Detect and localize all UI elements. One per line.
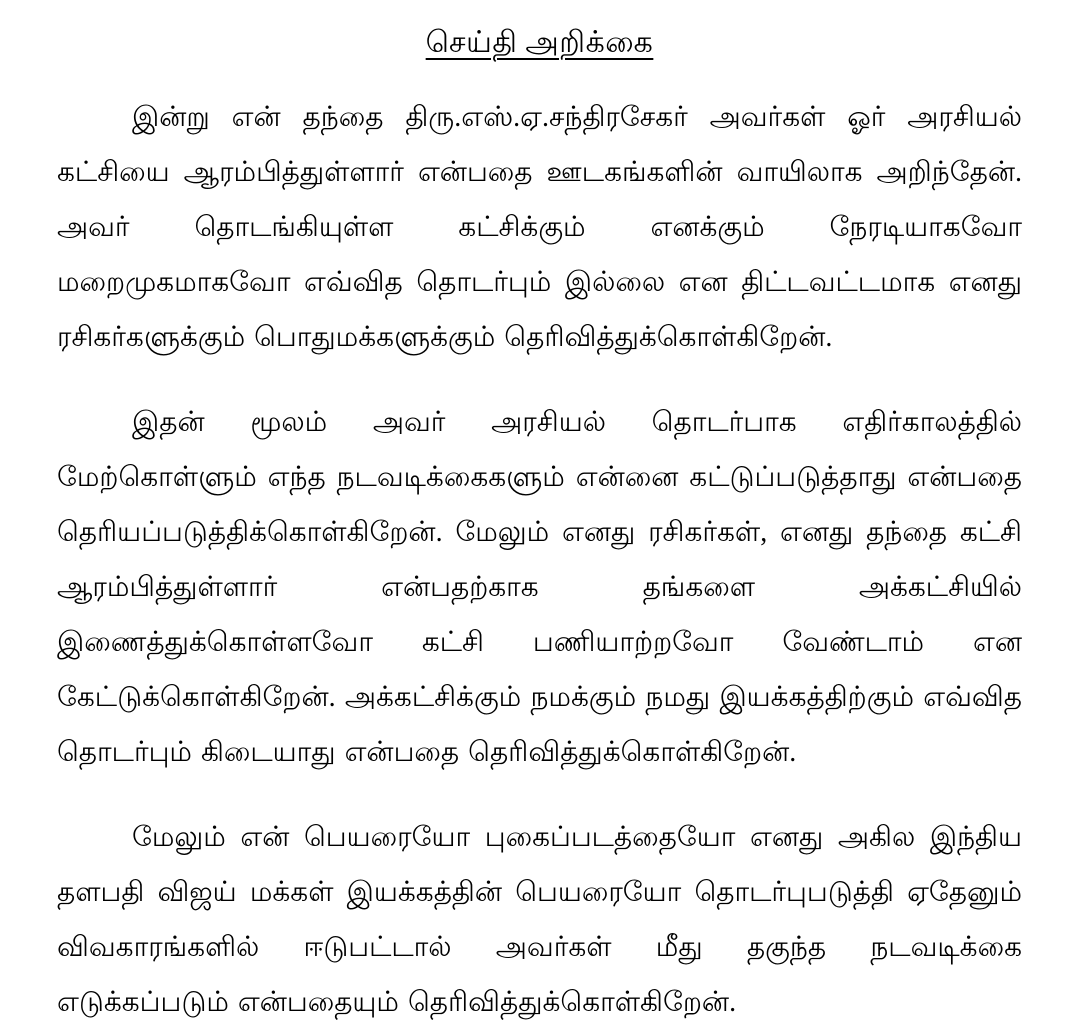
document-title: செய்தி அறிக்கை [425, 26, 654, 59]
paragraph-2: இதன் மூலம் அவர் அரசியல் தொடர்பாக எதிர்காலத்தில் மேற்கொள்ளும் எந்த நடவடிக்கைகளும் என்னை கட்டுப்படுத்தாது என்பதை தெரியப்படுத்திக்கொள்கிறேன். மேலும் எனது ரசிகர்கள், எனது தந்தை கட்சி ஆரம்பித்துள்ளார் என்பதற்காக தங்களை அக்கட்சியில் இணைத்துக்கொள்ளவோ கட்சி பணியாற்றவோ வேண்டாம் என கேட்டுக்கொள்கிறேன். அக்கட்சிக்கும் நமக்கும் நமது இயக்கத்திற்கும் எவ்வித தொடர்பும் கிடையாது என்பதை தெரிவித்துக்கொள்கிறேன். [57, 407, 1022, 768]
paragraph-1: இன்று என் தந்தை திரு.எஸ்.ஏ.சந்திரசேகர் அவர்கள் ஓர் அரசியல் கட்சியை ஆரம்பித்துள்ளார் என்பதை ஊடகங்களின் வாயிலாக அறிந்தேன். அவர் தொடங்கியுள்ள கட்சிக்கும் எனக்கும் நேரடியாகவோ மறைமுகமாகவோ எவ்வித தொடர்பும் இல்லை என திட்டவட்டமாக எனது ரசிகர்களுக்கும் பொதுமக்களுக்கும் தெரிவித்துக்கொள்கிறேன். [57, 102, 1022, 353]
paragraph-3: மேலும் என் பெயரையோ புகைப்படத்தையோ எனது அகில இந்திய தளபதி விஜய் மக்கள் இயக்கத்தின் பெயரையோ தொடர்புபடுத்தி ஏதேனும் விவகாரங்களில் ஈடுபட்டால் அவர்கள் மீது தகுந்த நடவடிக்கை எடுக்கப்படும் என்பதையும் தெரிவித்துக்கொள்கிறேன். [57, 822, 1022, 1018]
